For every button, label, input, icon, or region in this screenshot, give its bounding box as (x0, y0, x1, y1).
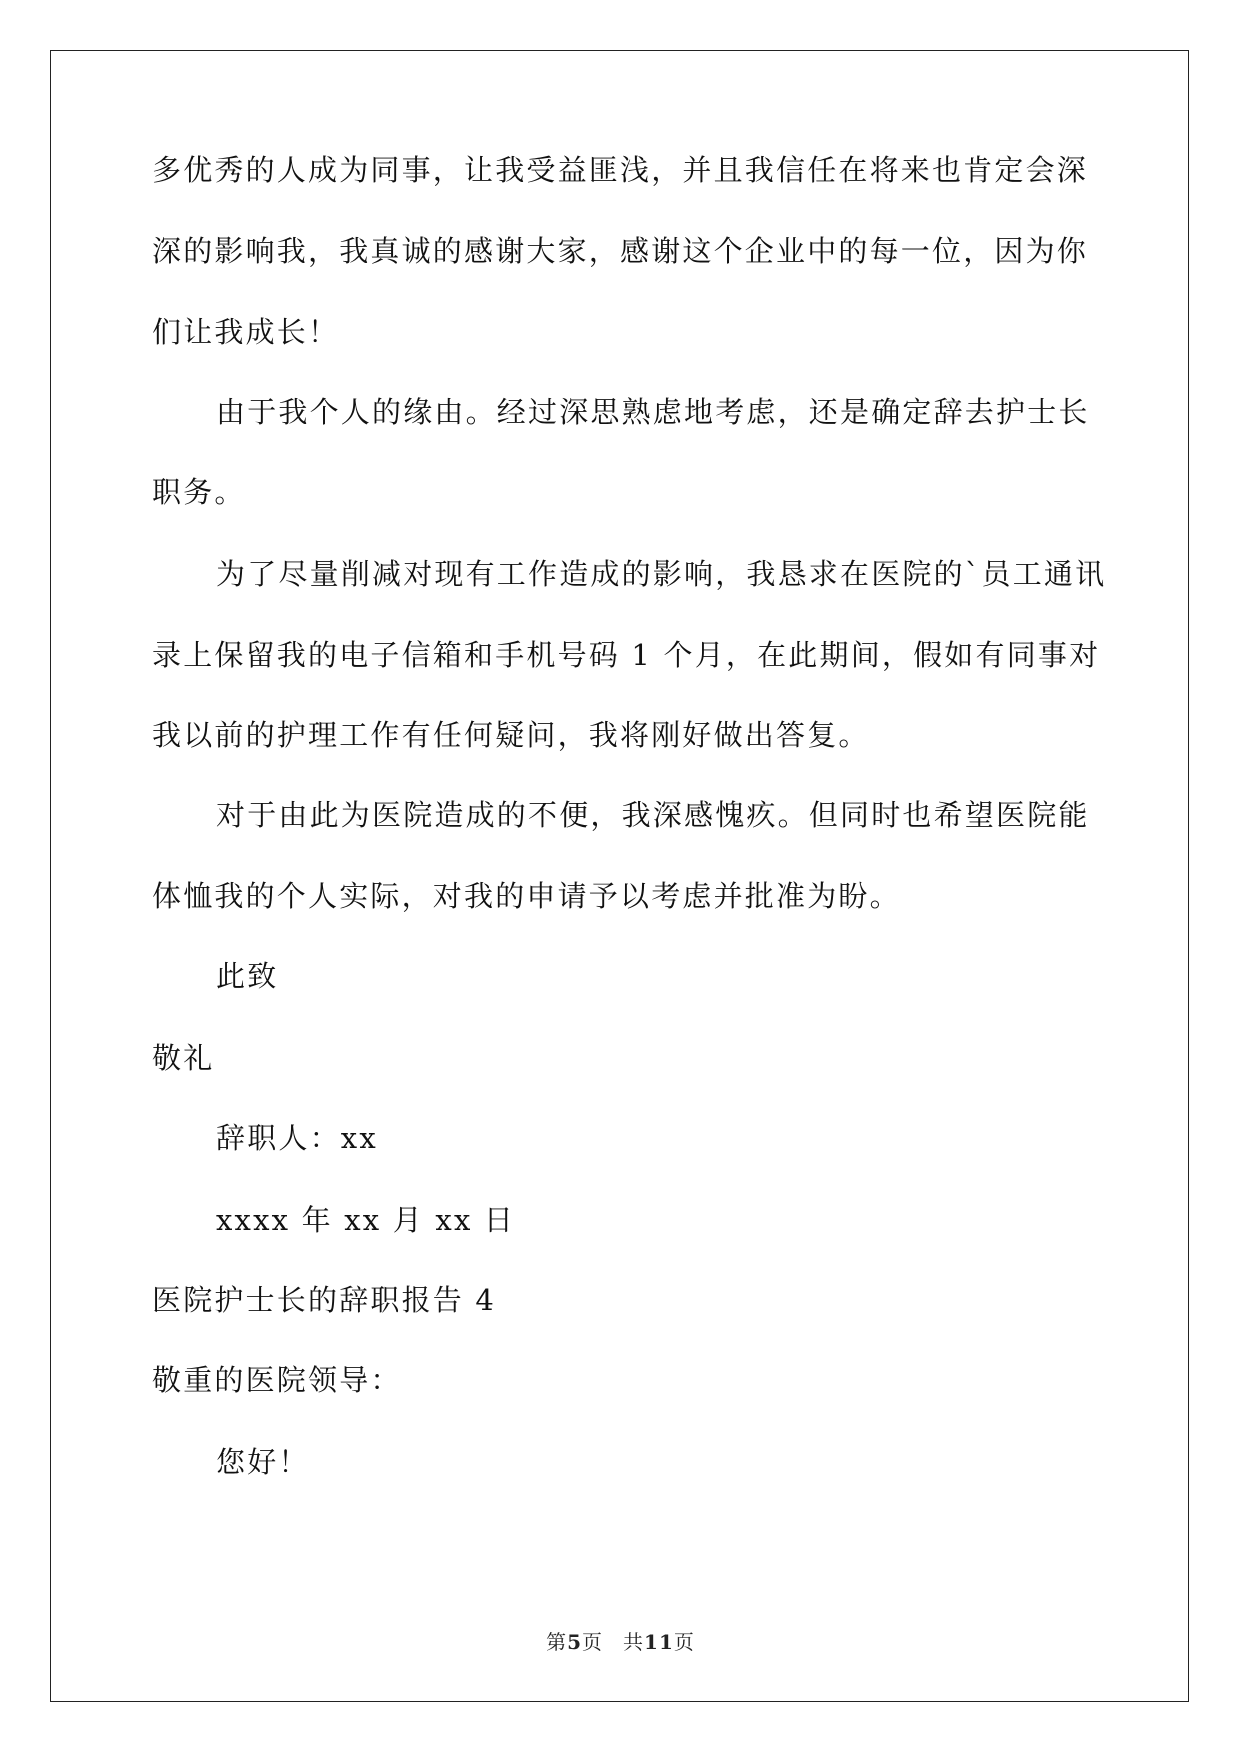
page-total: 11 (644, 1630, 674, 1654)
section-title: 医院护士长的辞职报告 4 (152, 1283, 497, 1317)
date-line: xxxx 年 xx 月 xx 日 (216, 1203, 516, 1237)
paragraph-line: 职务。 (152, 475, 246, 509)
closing-salutation: 此致 (216, 959, 279, 993)
paragraph-line: 深的影响我，我真诚的感谢大家，感谢这个企业中的每一位，因为你 (152, 234, 1089, 268)
greeting: 您好！ (216, 1445, 310, 1479)
paragraph-line: 对于由此为医院造成的不便，我深感愧疚。但同时也希望医院能 (216, 798, 1090, 832)
closing-regards: 敬礼 (152, 1041, 215, 1075)
paragraph-line: 们让我成长！ (152, 315, 340, 349)
total-prefix: 共 (623, 1630, 645, 1654)
paragraph-line: 体恤我的个人实际，对我的申请予以考虑并批准为盼。 (152, 879, 901, 913)
paragraph-line: 录上保留我的电子信箱和手机号码 1 个月，在此期间，假如有同事对 (152, 638, 1101, 672)
paragraph-line: 我以前的护理工作有任何疑问，我将刚好做出答复。 (152, 718, 870, 752)
page-prefix: 第 (546, 1630, 568, 1654)
paragraph-line: 由于我个人的缘由。经过深思熟虑地考虑，还是确定辞去护士长 (216, 395, 1090, 429)
page-number-footer (0, 1626, 1241, 1655)
greeting-recipient: 敬重的医院领导： (152, 1363, 402, 1397)
signatory: 辞职人：xx (216, 1121, 378, 1155)
total-unit: 页 (673, 1630, 695, 1654)
page-unit: 页 (582, 1630, 604, 1654)
paragraph-line: 为了尽量削减对现有工作造成的影响，我恳求在医院的`员工通讯 (216, 557, 1107, 591)
paragraph-line: 多优秀的人成为同事，让我受益匪浅，并且我信任在将来也肯定会深 (152, 153, 1089, 187)
page-current: 5 (567, 1630, 583, 1654)
